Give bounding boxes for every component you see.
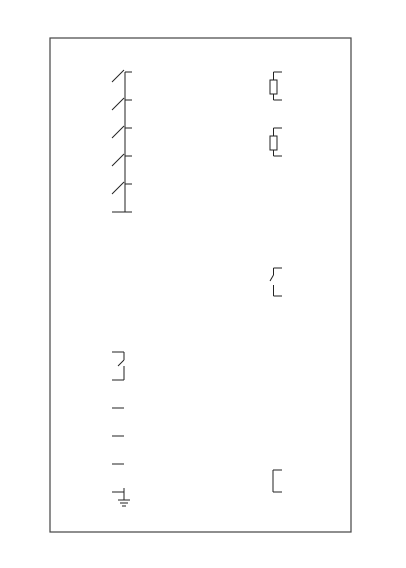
left-wiring (112, 70, 132, 506)
outer-frame (50, 38, 351, 532)
right-wiring (270, 72, 282, 492)
